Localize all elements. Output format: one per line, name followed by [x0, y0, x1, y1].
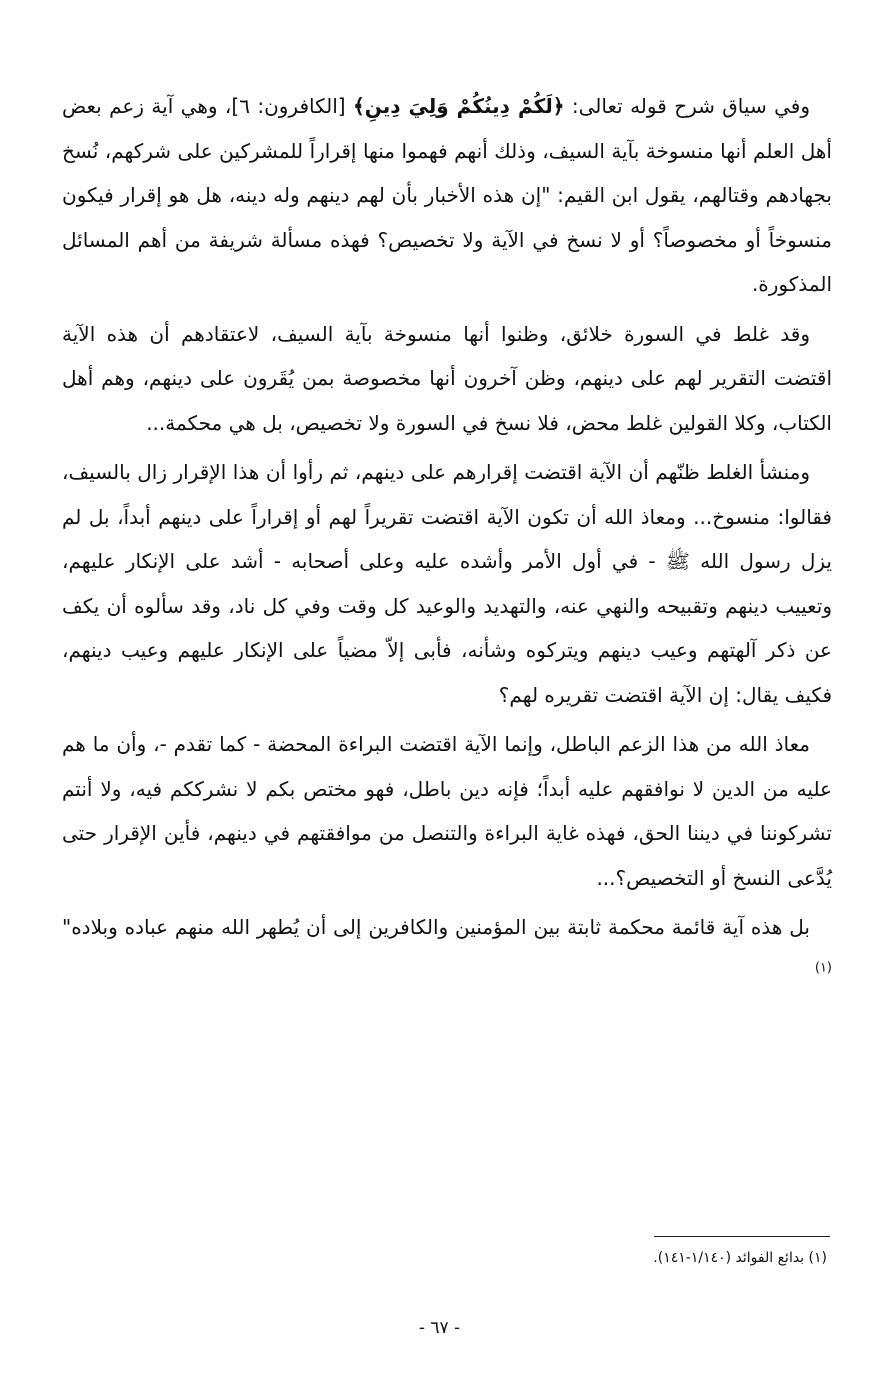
- paragraph-4: معاذ الله من هذا الزعم الباطل، وإنما الآية اقتضت البراءة المحضة - كما تقدم -، وأن ما هم عليه من الدين لا نوافقهم عليه أبداً؛ فإنه دين باطل، فهو مختص بكم لا نشرككم فيه، ولا أنتم تشركوننا في ديننا الحق، فهذه غاية البراءة والتنصل من موافقتهم في دينهم، فأين الإقرار حتى يُدَّعى النسخ أو التخصيص؟...: [62, 732, 832, 890]
- paragraph-1-intro: وفي سياق شرح قوله تعالى:: [564, 94, 810, 118]
- quran-verse-quote: ﴿لَكُمْ دِينُكُمْ وَلِيَ دِينِ﴾: [353, 94, 565, 118]
- paragraph-3: ومنشأ الغلط ظنّهم أن الآية اقتضت إقرارهم على دينهم، ثم رأوا أن هذا الإقرار زال بالسيف، فقالوا: منسوخ... ومعاذ الله أن تكون الآية اقتضت تقريراً لهم أو إقراراً على دينهم أبداً، بل لم يزل رسول الله ﷺ - في أول الأمر وأشده عليه وعلى أصحابه - أشد على الإنكار عليهم، وتعييب دينهم وتقبيحه والنهي عنه، والتهديد والوعيد كل وقت وفي كل ناد، وقد سألوه أن يكف عن ذكر آلهتهم وعيب دينهم ويتركوه وشأنه، فأبى إلاّ مضياً على الإنكار عليهم وعيب دينهم، فكيف يقال: إن الآية اقتضت تقريره لهم؟: [62, 460, 832, 707]
- paragraph-2: وقد غلط في السورة خلائق، وظنوا أنها منسوخة بآية السيف، لاعتقادهم أن هذه الآية اقتضت التقرير لهم على دينهم، وظن آخرون أنها مخصوصة بمن يُقَرون على دينهم، وهم أهل الكتاب، وكلا القولين غلط محض، فلا نسخ في السورة ولا تخصيص، بل هي محكمة...: [62, 321, 832, 435]
- page-number: - ٦٧ -: [418, 1318, 461, 1338]
- paragraph-1-body: [الكافرون: ٦]، وهي آية زعم بعض أهل العلم أنها منسوخة بآية السيف، وذلك أنهم فهموا منها إقراراً للمشركين على شركهم، نُسخ بجهادهم وقتالهم، يقول ابن القيم: "إن هذه الأخبار بأن لهم دينهم وله دينه، هل هو إقرار فيكون منسوخاً أو مخصوصاً؟ أو لا نسخ في الآية ولا تخصيص؟ فهذه مسألة شريفة من أهم المسائل المذكورة.: [62, 94, 832, 296]
- paragraph-5: [62, 905, 832, 994]
- footnote-divider: [654, 1236, 830, 1237]
- footnote-marker: (١): [814, 959, 832, 975]
- footnote: (١) بدائع الفوائد (١/١٤٠-١٤١).: [653, 1250, 827, 1266]
- paragraph-1: [62, 84, 832, 307]
- paragraph-5-body: بل هذه آية قائمة محكمة ثابتة بين المؤمنين والكافرين إلى أن يُطهر الله منهم عباده وبلاده": [62, 915, 810, 939]
- main-text: [62, 84, 832, 999]
